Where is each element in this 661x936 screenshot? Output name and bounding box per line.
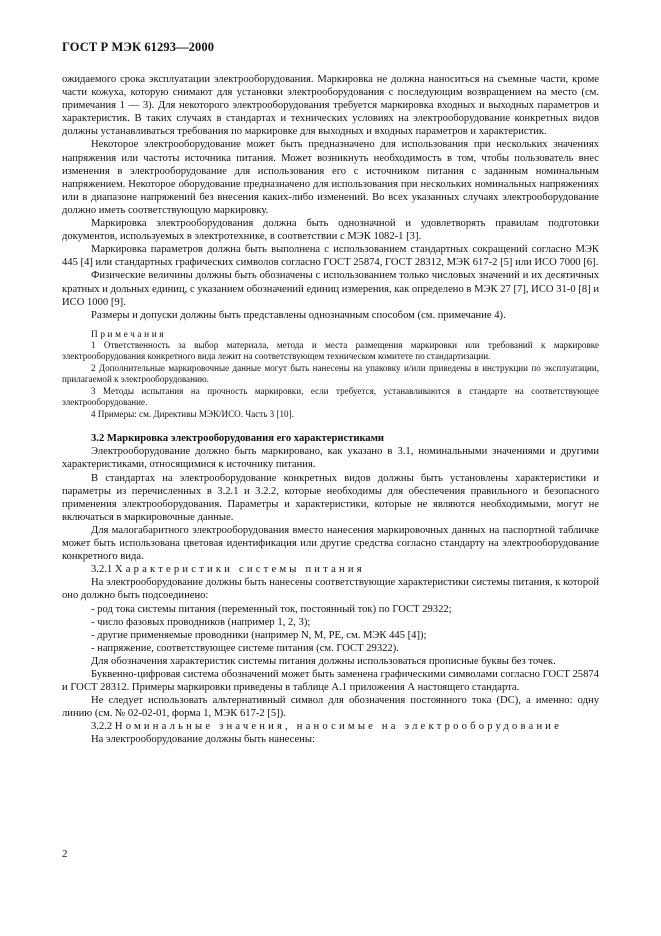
list-item: - напряжение, соответствующее системе питания (см. ГОСТ 29322).: [91, 642, 399, 654]
section-3-2-paragraph-1: Электрооборудование должно быть маркировано, как указано в 3.1, номинальными значениями и другими характеристиками, относящимися к источнику питания.: [62, 446, 599, 471]
section-3-2-1-paragraph-2: Буквенно-цифровая система обозначений может быть заменена графическими символами согласно ГОСТ 25874 и ГОСТ 28312. Примеры маркировки приведены в таблице А.1 приложения А настоящего стандарта.: [62, 668, 599, 694]
intro-paragraph-3: Маркировка электрооборудования должна быть однозначной и удовлетворять правилам подготовки документов, используемых в электротехнике, в соответствии с МЭК 1082-1 [3].: [62, 218, 599, 243]
section-3-2-2-heading: [62, 720, 599, 733]
note-1: 1 Ответственность за выбор материала, метода и места размещения маркировки или требований к маркировке электрооборудования конкретного вида лежит на соответствующем техническом комитете по стандартизации.: [62, 339, 599, 362]
section-3-2-paragraph-3: Для малогабаритного электрооборудования вместо нанесения маркировочных данных на паспортной табличке может быть использована цветовая идентификация или другие средства согласно стандарту на электрооборудование конкретного вида.: [62, 524, 599, 563]
intro-paragraph-2: Некоторое электрооборудование может быть предназначено для использования при нескольких значениях напряжения или частоты источника питания. Может возникнуть необходимость в том, чтобы пользователь внес изменения в электрооборудование для использования его с источником питания с заданным номинальным напряжением. Некоторое оборудование предназначено для использования при нескольких номинальных напряжениях или в диапазоне напряжений без внесения каких-либо изменений. Во всех указанных случаях электрооборудование должно иметь соответствующую маркировку.: [62, 139, 599, 216]
intro-paragraph-6: Размеры и допуски должны быть представлены однозначным способом (см. примечание 4).: [91, 309, 506, 321]
notes-title: Примечания: [91, 329, 167, 340]
section-3-2-1-paragraph-3: Не следует использовать альтернативный символ для обозначения постоянного тока (DC), а именно: одну линию (см. № 02-02-01, форма 1, МЭК 617-2 [5]).: [62, 695, 599, 720]
document-page: [62, 40, 599, 747]
section-3-2-1-paragraph-1: Для обозначения характеристик системы питания должны использоваться прописные буквы без точек.: [91, 655, 556, 667]
intro-paragraph-4: Маркировка параметров должна быть выполнена с использованием стандартных сокращений согласно МЭК 445 [4] или стандартных графических символов согласно ГОСТ 25874, ГОСТ 28312, МЭК 617-2 [5] или ИСО 7000 [6].: [62, 244, 599, 269]
note-3: 3 Методы испытания на прочность маркировки, если требуется, устанавливаются в стандарте на соответствующее электрооборудование.: [62, 385, 599, 408]
section-3-2-2-number: 3.2.2: [91, 721, 113, 733]
intro-paragraph-5: Физические величины должны быть обозначены с использованием только числовых значений и их десятичных кратных и дольных единиц, с указанием обозначений единиц измерения, как определено в МЭК 27 [7], ИСО 31-0 [8] и ИСО 1000 [9].: [62, 270, 599, 308]
section-3-2-2-title: Номинальные значения, наносимые на электрооборудование: [114, 721, 563, 733]
document-header: ГОСТ Р МЭК 61293—2000: [62, 40, 215, 54]
section-3-2-1-heading: [62, 563, 599, 576]
section-3-2-paragraph-2: В стандартах на электрооборудование конкретных видов должны быть установлены характеристики и параметры из перечисленных в 3.2.1 и 3.2.2, которые необходимы для обеспечения правильного и безопасного применения электрооборудования. Параметры и характеристики, которые не являются необходимыми, могут не включаться в маркировочные данные.: [62, 472, 599, 523]
list-item: - число фазовых проводников (например 1, 2, 3);: [91, 616, 311, 628]
intro-paragraph-1: ожидаемого срока эксплуатации электрооборудования. Маркировка не должна наноситься на съемные части, кроме части кожуха, которую снимают для установки электрооборудования с последующим возвращением на место (см. примечания 1 — 3). Для некоторого электрооборудования требуется маркировка входных и выходных параметров и характеристик. В таких случаях в стандартах и технических условиях на электрооборудование конкретных видов должны устанавливаться требования по маркировке для выходных и входных параметров и характеристик.: [62, 74, 599, 138]
note-4: 4 Примеры: см. Директивы МЭК/ИСО. Часть 3 [10].: [91, 408, 294, 419]
list-item: - другие применяемые проводники (например N, M, PE, см. МЭК 445 [4]);: [91, 629, 427, 641]
list-item: - род тока системы питания (переменный ток, постоянный ток) по ГОСТ 29322;: [91, 603, 452, 615]
page-number: 2: [62, 848, 68, 860]
section-3-2-1-title: Характеристики системы питания: [114, 564, 365, 576]
section-3-2-2-intro: На электрооборудование должны быть нанесены:: [91, 734, 315, 746]
section-3-2-heading: 3.2 Маркировка электрооборудования его характеристиками: [91, 433, 385, 445]
note-2: 2 Дополнительные маркировочные данные могут быть нанесены на упаковку и/или приведены в инструкции по эксплуатации, прилагаемой к электрооборудованию.: [62, 362, 599, 385]
section-3-2-1-number: 3.2.1: [91, 564, 113, 576]
section-3-2-1-intro: На электрооборудование должны быть нанесены соответствующие характеристики системы питания, к которой оно должно быть подсоединено:: [62, 577, 599, 602]
power-system-list: [62, 603, 599, 655]
